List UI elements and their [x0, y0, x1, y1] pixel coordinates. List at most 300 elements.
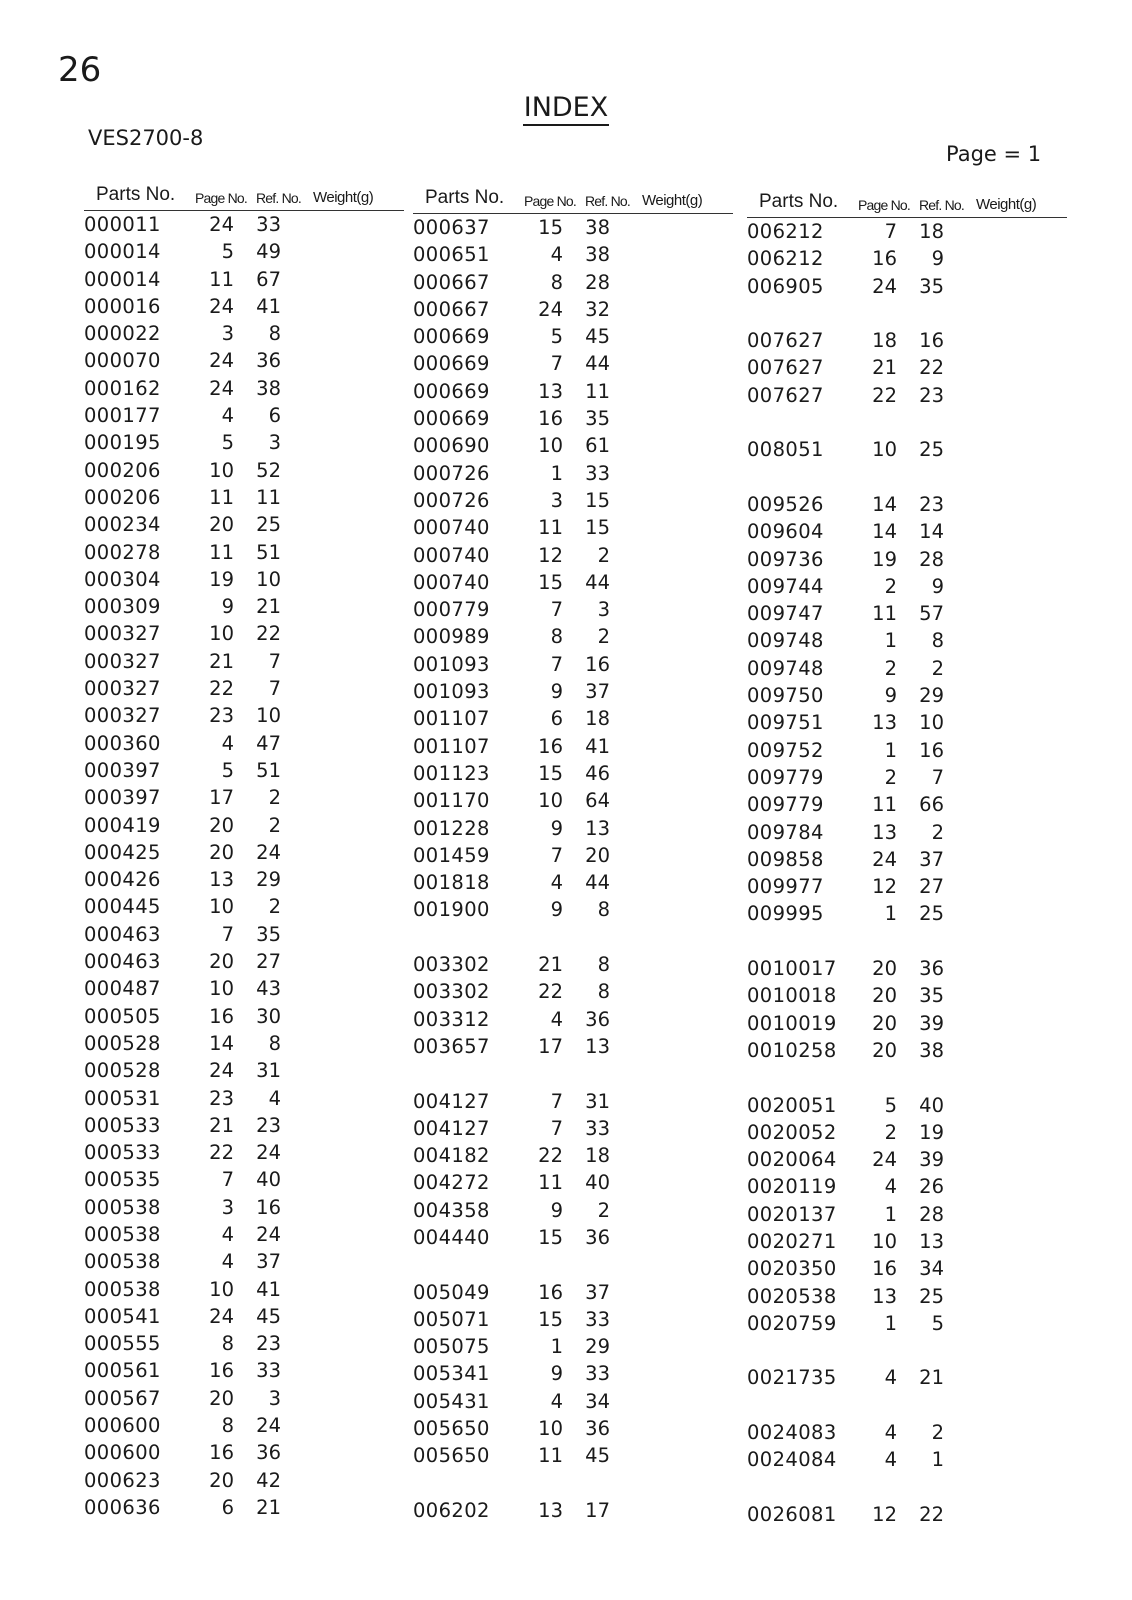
part-no: 000531 — [84, 1086, 161, 1110]
ref-no: 41 — [585, 734, 610, 758]
ref-no: 44 — [585, 570, 610, 594]
page-no: 7 — [221, 922, 234, 946]
index-column-3 — [747, 189, 1067, 1528]
ref-no: 52 — [256, 458, 281, 482]
table-row — [747, 655, 1067, 682]
table-row — [84, 238, 404, 265]
part-no: 000162 — [84, 376, 161, 400]
table-row — [413, 1279, 733, 1306]
part-no: 003657 — [413, 1034, 490, 1058]
table-row — [84, 1439, 404, 1466]
page-no: 7 — [550, 1116, 563, 1140]
ref-no: 15 — [585, 516, 610, 540]
part-no: 0024083 — [747, 1421, 837, 1445]
table-row — [413, 896, 733, 923]
table-row — [84, 1248, 404, 1275]
table-row — [413, 1333, 733, 1360]
part-no: 000463 — [84, 922, 161, 946]
page-no: 23 — [209, 1086, 234, 1110]
page-no: 20 — [209, 1468, 234, 1492]
page-no: 24 — [209, 294, 234, 318]
ref-no: 2 — [597, 625, 610, 649]
part-no: 0010258 — [747, 1038, 837, 1062]
index-column-2 — [413, 185, 733, 1524]
ref-no: 33 — [585, 461, 610, 485]
part-no: 000533 — [84, 1113, 161, 1137]
table-row — [747, 409, 1067, 436]
header-page-no: Page No. — [195, 190, 247, 206]
ref-no: 28 — [919, 1202, 944, 1226]
part-no: 000463 — [84, 950, 161, 974]
ref-no: 29 — [919, 684, 944, 708]
table-row — [747, 1310, 1067, 1337]
page-no: 7 — [550, 652, 563, 676]
page-no: 1 — [884, 1202, 897, 1226]
page-no: 10 — [209, 977, 234, 1001]
ref-no: 11 — [256, 485, 281, 509]
table-row — [84, 566, 404, 593]
ref-no: 10 — [256, 567, 281, 591]
table-row — [413, 1360, 733, 1387]
part-no: 009744 — [747, 574, 824, 598]
table-row — [84, 347, 404, 374]
ref-no: 8 — [597, 953, 610, 977]
ref-no: 2 — [931, 656, 944, 680]
part-no: 000425 — [84, 840, 161, 864]
ref-no: 42 — [256, 1468, 281, 1492]
ref-no: 33 — [256, 1359, 281, 1383]
page-no: 7 — [550, 352, 563, 376]
column-header — [413, 185, 733, 214]
table-row — [84, 1194, 404, 1221]
table-row — [413, 815, 733, 842]
table-row — [747, 1037, 1067, 1064]
table-row — [413, 1033, 733, 1060]
table-row — [84, 1030, 404, 1057]
ref-no: 37 — [256, 1250, 281, 1274]
table-row — [747, 900, 1067, 927]
part-no: 000651 — [413, 243, 490, 267]
ref-no: 34 — [919, 1257, 944, 1281]
table-row — [747, 1446, 1067, 1473]
page-no: 20 — [209, 513, 234, 537]
page-no: 20 — [209, 813, 234, 837]
table-row — [747, 791, 1067, 818]
table-row — [84, 893, 404, 920]
table-row — [747, 819, 1067, 846]
table-row — [747, 245, 1067, 272]
page-no: 9 — [221, 595, 234, 619]
ref-no: 10 — [256, 704, 281, 728]
ref-no: 27 — [256, 950, 281, 974]
part-no: 000397 — [84, 758, 161, 782]
page-no: 13 — [872, 1284, 897, 1308]
table-row — [413, 1142, 733, 1169]
header-ref-no: Ref. No. — [585, 193, 630, 209]
header-parts-no: Parts No. — [425, 187, 505, 208]
part-no: 000505 — [84, 1004, 161, 1028]
page-no: 21 — [872, 356, 897, 380]
part-no: 009995 — [747, 902, 824, 926]
table-row — [747, 464, 1067, 491]
ref-no: 16 — [919, 329, 944, 353]
ref-no: 32 — [585, 297, 610, 321]
table-row — [84, 211, 404, 238]
page-no: 14 — [872, 492, 897, 516]
page-no: 15 — [538, 1225, 563, 1249]
page-indicator: Page = 1 — [946, 142, 1042, 166]
part-no: 009736 — [747, 547, 824, 571]
part-no: 000669 — [413, 352, 490, 376]
ref-no: 43 — [256, 977, 281, 1001]
ref-no: 30 — [256, 1004, 281, 1028]
part-no: 001107 — [413, 707, 490, 731]
ref-no: 37 — [919, 847, 944, 871]
page-no: 16 — [209, 1441, 234, 1465]
page-no: 4 — [221, 731, 234, 755]
page-no: 17 — [538, 1034, 563, 1058]
part-no: 000669 — [413, 379, 490, 403]
page-no: 6 — [550, 707, 563, 731]
table-row — [413, 1470, 733, 1497]
page-no: 4 — [550, 243, 563, 267]
page-no: 8 — [550, 625, 563, 649]
part-no: 000740 — [413, 543, 490, 567]
header-ref-no: Ref. No. — [256, 190, 301, 206]
ref-no: 2 — [931, 820, 944, 844]
part-no: 000206 — [84, 458, 161, 482]
part-no: 0020137 — [747, 1202, 837, 1226]
table-row — [84, 1057, 404, 1084]
part-no: 000541 — [84, 1304, 161, 1328]
table-row — [413, 1115, 733, 1142]
ref-no: 38 — [256, 376, 281, 400]
table-row — [413, 1251, 733, 1278]
table-row — [413, 405, 733, 432]
ref-no: 23 — [919, 383, 944, 407]
part-no: 0020350 — [747, 1257, 837, 1281]
ref-no: 34 — [585, 1389, 610, 1413]
part-no: 000636 — [84, 1495, 161, 1519]
part-no: 000397 — [84, 786, 161, 810]
page-no: 20 — [872, 957, 897, 981]
page-no: 24 — [872, 1148, 897, 1172]
part-no: 001459 — [413, 843, 490, 867]
part-no: 001900 — [413, 898, 490, 922]
table-row — [84, 812, 404, 839]
ref-no: 2 — [931, 1421, 944, 1445]
page-no: 10 — [872, 1229, 897, 1253]
part-no: 000726 — [413, 488, 490, 512]
page-no: 20 — [872, 1011, 897, 1035]
part-no: 000779 — [413, 598, 490, 622]
ref-no: 29 — [256, 868, 281, 892]
page-no: 21 — [209, 649, 234, 673]
page-no: 13 — [872, 820, 897, 844]
part-no: 000426 — [84, 868, 161, 892]
page-no: 4 — [221, 404, 234, 428]
page-no: 15 — [538, 1307, 563, 1331]
ref-no: 21 — [256, 1495, 281, 1519]
table-row — [84, 1112, 404, 1139]
page-no: 23 — [209, 704, 234, 728]
table-row — [747, 1173, 1067, 1200]
page-no: 2 — [884, 765, 897, 789]
ref-no: 16 — [585, 652, 610, 676]
page-no: 4 — [884, 1421, 897, 1445]
part-no: 0020064 — [747, 1148, 837, 1172]
page-no: 11 — [538, 1444, 563, 1468]
column-header — [84, 182, 404, 211]
part-no: 001228 — [413, 816, 490, 840]
table-row — [747, 546, 1067, 573]
page-no: 17 — [209, 786, 234, 810]
part-no: 005075 — [413, 1335, 490, 1359]
ref-no: 33 — [585, 1307, 610, 1331]
ref-no: 18 — [919, 220, 944, 243]
page-no: 10 — [872, 438, 897, 462]
ref-no: 8 — [268, 1031, 281, 1055]
ref-no: 38 — [585, 243, 610, 267]
ref-no: 46 — [585, 761, 610, 785]
part-no: 001818 — [413, 871, 490, 895]
table-row — [84, 1494, 404, 1521]
table-row — [413, 869, 733, 896]
page-no: 2 — [884, 656, 897, 680]
part-no: 000327 — [84, 622, 161, 646]
table-row — [747, 1119, 1067, 1146]
part-no: 000528 — [84, 1031, 161, 1055]
page-no: 6 — [221, 1495, 234, 1519]
part-no: 000206 — [84, 485, 161, 509]
table-row — [84, 457, 404, 484]
part-no: 000360 — [84, 731, 161, 755]
part-no: 000561 — [84, 1359, 161, 1383]
table-row — [84, 948, 404, 975]
ref-no: 5 — [931, 1311, 944, 1335]
ref-no: 41 — [256, 1277, 281, 1301]
ref-no: 24 — [256, 1414, 281, 1438]
page-no: 15 — [538, 216, 563, 239]
table-row — [747, 573, 1067, 600]
table-row — [84, 757, 404, 784]
part-no: 009750 — [747, 684, 824, 708]
page-no: 22 — [872, 383, 897, 407]
part-no: 006212 — [747, 220, 824, 243]
table-row — [747, 518, 1067, 545]
page-no: 12 — [872, 875, 897, 899]
ref-no: 2 — [597, 543, 610, 567]
page-no: 20 — [209, 840, 234, 864]
ref-no: 25 — [256, 513, 281, 537]
table-row — [413, 350, 733, 377]
table-row — [747, 627, 1067, 654]
table-row — [413, 378, 733, 405]
page-no: 20 — [209, 1386, 234, 1410]
ref-no: 2 — [268, 786, 281, 810]
page-no: 11 — [209, 267, 234, 291]
page-no: 11 — [209, 540, 234, 564]
ref-no: 47 — [256, 731, 281, 755]
table-row — [747, 1064, 1067, 1091]
part-no: 000533 — [84, 1141, 161, 1165]
page-no: 10 — [209, 895, 234, 919]
table-row — [413, 1224, 733, 1251]
ref-no: 8 — [597, 898, 610, 922]
table-row — [413, 323, 733, 350]
part-no: 009977 — [747, 875, 824, 899]
ref-no: 39 — [919, 1148, 944, 1172]
part-no: 001093 — [413, 680, 490, 704]
ref-no: 35 — [919, 984, 944, 1008]
part-no: 000195 — [84, 431, 161, 455]
ref-no: 2 — [268, 813, 281, 837]
page-title — [0, 92, 1132, 123]
ref-no: 1 — [931, 1448, 944, 1472]
page-no: 4 — [550, 871, 563, 895]
ref-no: 9 — [931, 247, 944, 271]
table-row — [747, 1201, 1067, 1228]
ref-no: 36 — [585, 1225, 610, 1249]
page-no: 22 — [209, 677, 234, 701]
ref-no: 15 — [585, 488, 610, 512]
ref-no: 18 — [585, 1144, 610, 1168]
table-row — [84, 375, 404, 402]
page-no: 16 — [538, 1280, 563, 1304]
ref-no: 35 — [919, 274, 944, 298]
table-row — [84, 293, 404, 320]
part-no: 0021735 — [747, 1366, 837, 1390]
page-no: 14 — [872, 520, 897, 544]
table-row — [84, 266, 404, 293]
ref-no: 45 — [585, 1444, 610, 1468]
page-no: 10 — [209, 622, 234, 646]
ref-no: 22 — [919, 1502, 944, 1526]
page-no: 19 — [872, 547, 897, 571]
table-row — [747, 1255, 1067, 1282]
part-no: 005049 — [413, 1280, 490, 1304]
table-row — [747, 1474, 1067, 1501]
ref-no: 3 — [268, 1386, 281, 1410]
page-no: 16 — [209, 1004, 234, 1028]
ref-no: 67 — [256, 267, 281, 291]
page-no: 10 — [538, 434, 563, 458]
page-no: 4 — [550, 1007, 563, 1031]
ref-no: 24 — [256, 1222, 281, 1246]
page-no: 16 — [538, 407, 563, 431]
ref-no: 2 — [268, 895, 281, 919]
ref-no: 36 — [585, 1417, 610, 1441]
part-no: 005650 — [413, 1444, 490, 1468]
header-parts-no: Parts No. — [759, 191, 839, 212]
part-no: 000327 — [84, 649, 161, 673]
table-row — [84, 320, 404, 347]
table-row — [84, 593, 404, 620]
part-no: 0020052 — [747, 1120, 837, 1144]
page-no: 2 — [884, 574, 897, 598]
page-no: 24 — [872, 847, 897, 871]
table-row — [84, 1357, 404, 1384]
part-no: 000327 — [84, 677, 161, 701]
page-no: 11 — [209, 485, 234, 509]
page-no: 12 — [538, 543, 563, 567]
page-no: 22 — [538, 980, 563, 1004]
page-no: 5 — [221, 758, 234, 782]
part-no: 009604 — [747, 520, 824, 544]
part-no: 0020538 — [747, 1284, 837, 1308]
table-row — [747, 1146, 1067, 1173]
page-no: 22 — [538, 1144, 563, 1168]
part-no: 000070 — [84, 349, 161, 373]
table-row — [413, 705, 733, 732]
part-no: 000726 — [413, 461, 490, 485]
table-row — [84, 1385, 404, 1412]
page-no: 1 — [550, 461, 563, 485]
page-no: 20 — [872, 1038, 897, 1062]
part-no: 001170 — [413, 789, 490, 813]
table-row — [747, 873, 1067, 900]
ref-no: 28 — [919, 547, 944, 571]
part-no: 000014 — [84, 240, 161, 264]
ref-no: 61 — [585, 434, 610, 458]
page-no: 1 — [884, 738, 897, 762]
table-row — [747, 982, 1067, 1009]
ref-no: 35 — [256, 922, 281, 946]
part-no: 000637 — [413, 216, 490, 239]
ref-no: 40 — [256, 1168, 281, 1192]
part-no: 000304 — [84, 567, 161, 591]
page-no: 11 — [872, 602, 897, 626]
table-row — [413, 1060, 733, 1087]
page-no: 14 — [209, 1031, 234, 1055]
table-row — [747, 436, 1067, 463]
page-no: 10 — [538, 789, 563, 813]
ref-no: 51 — [256, 758, 281, 782]
page-no: 7 — [550, 598, 563, 622]
page-no: 22 — [209, 1141, 234, 1165]
table-row — [84, 675, 404, 702]
ref-no: 38 — [919, 1038, 944, 1062]
table-row — [413, 978, 733, 1005]
part-no: 000528 — [84, 1059, 161, 1083]
ref-no: 3 — [268, 431, 281, 455]
part-no: 009751 — [747, 711, 824, 735]
part-no: 001123 — [413, 761, 490, 785]
table-row — [413, 1497, 733, 1524]
ref-no: 44 — [585, 352, 610, 376]
table-row — [413, 924, 733, 951]
part-no: 000567 — [84, 1386, 161, 1410]
table-row — [747, 354, 1067, 381]
table-row — [747, 300, 1067, 327]
ref-no: 7 — [931, 765, 944, 789]
page-no: 8 — [221, 1332, 234, 1356]
ref-no: 13 — [585, 1034, 610, 1058]
part-no: 000538 — [84, 1195, 161, 1219]
table-row — [413, 623, 733, 650]
table-row — [413, 214, 733, 241]
part-no: 005650 — [413, 1417, 490, 1441]
page-no: 13 — [209, 868, 234, 892]
ref-no: 19 — [919, 1120, 944, 1144]
page-no: 20 — [209, 950, 234, 974]
table-row — [747, 846, 1067, 873]
ref-no: 8 — [268, 322, 281, 346]
table-row — [84, 839, 404, 866]
page-no: 10 — [209, 458, 234, 482]
column-header — [747, 189, 1067, 218]
table-row — [747, 600, 1067, 627]
